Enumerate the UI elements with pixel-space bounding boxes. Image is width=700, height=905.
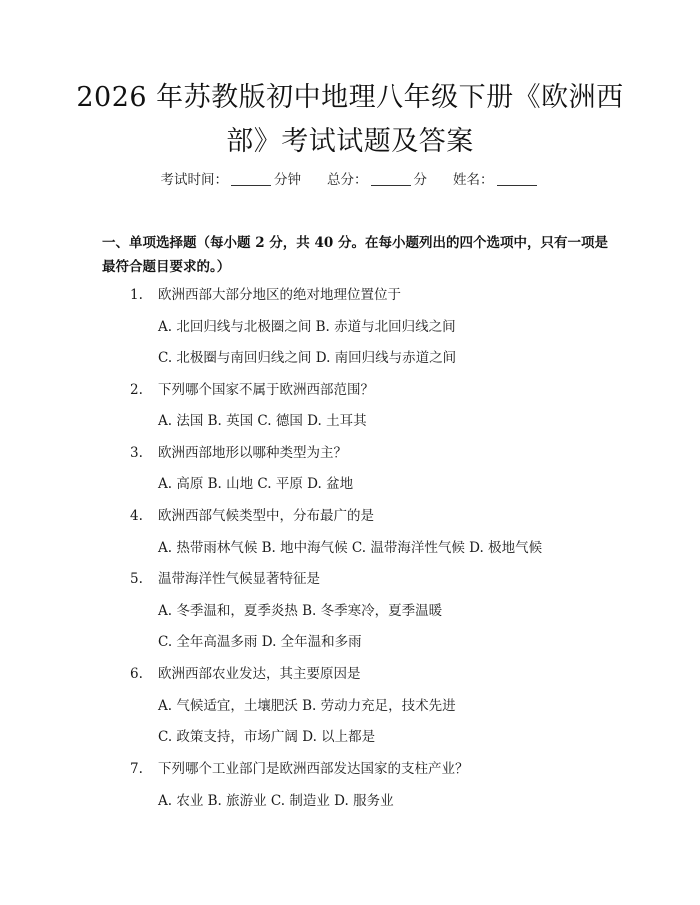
question-1 [130,283,401,303]
time-label: 考试时间： [160,172,228,188]
score-label: 总分： [327,172,368,188]
time-blank [231,171,271,186]
question-1-options-row-2: C. 北极圈与南回归线之间 D. 南回归线与赤道之间 [158,350,457,366]
question-6-options-row-2: C. 政策支持，市场广阔 D. 以上都是 [158,729,376,745]
question-number: 6. [130,666,143,682]
question-1-options-row-1: A. 北回归线与北极圈之间 B. 赤道与北回归线之间 [158,319,456,335]
question-2-options-row-1: A. 法国 B. 英国 C. 德国 D. 土耳其 [158,413,367,429]
question-number: 5. [130,571,143,587]
section-heading: 一、单项选择题（每小题 2 分，共 40 分。在每小题列出的四个选项中，只有一项是最符合题目要求的。） [102,235,608,275]
question-number: 4. [130,508,143,524]
score-unit: 分 [413,172,427,188]
question-text: 欧洲西部农业发达，其主要原因是 [158,666,361,682]
question-5-options-row-2: C. 全年高温多雨 D. 全年温和多雨 [158,634,362,650]
document-title-line-2: 部》考试试题及答案 [226,126,474,157]
document-title-line-1: 2026 年苏教版初中地理八年级下册《欧洲西 [76,82,624,113]
question-3-options-row-1: A. 高原 B. 山地 C. 平原 D. 盆地 [158,476,354,492]
question-text: 欧洲西部大部分地区的绝对地理位置位于 [158,287,401,303]
question-text: 欧洲西部地形以哪种类型为主？ [158,445,347,461]
question-number: 3. [130,445,143,461]
question-6 [130,662,361,682]
question-number: 2. [130,382,143,398]
question-5 [130,567,320,587]
question-6-options-row-1: A. 气候适宜，土壤肥沃 B. 劳动力充足，技术先进 [158,698,456,714]
question-7 [130,757,469,777]
score-blank [371,171,411,186]
question-text: 温带海洋性气候显著特征是 [158,571,320,587]
question-text: 下列哪个工业部门是欧洲西部发达国家的支柱产业？ [158,761,469,777]
question-4 [130,504,374,524]
question-4-options-row-1: A. 热带雨林气候 B. 地中海气候 C. 温带海洋性气候 D. 极地气候 [158,540,543,556]
question-text: 欧洲西部气候类型中，分布最广的是 [158,508,374,524]
question-3 [130,441,347,461]
question-number: 7. [130,761,143,777]
time-unit: 分钟 [274,172,301,188]
question-2 [130,378,374,398]
question-5-options-row-1: A. 冬季温和，夏季炎热 B. 冬季寒冷，夏季温暖 [158,603,443,619]
exam-info-line [0,168,700,188]
question-number: 1. [130,287,143,303]
name-blank [497,171,537,186]
question-text: 下列哪个国家不属于欧洲西部范围？ [158,382,374,398]
question-7-options-row-1: A. 农业 B. 旅游业 C. 制造业 D. 服务业 [158,793,394,809]
name-label: 姓名： [453,172,494,188]
